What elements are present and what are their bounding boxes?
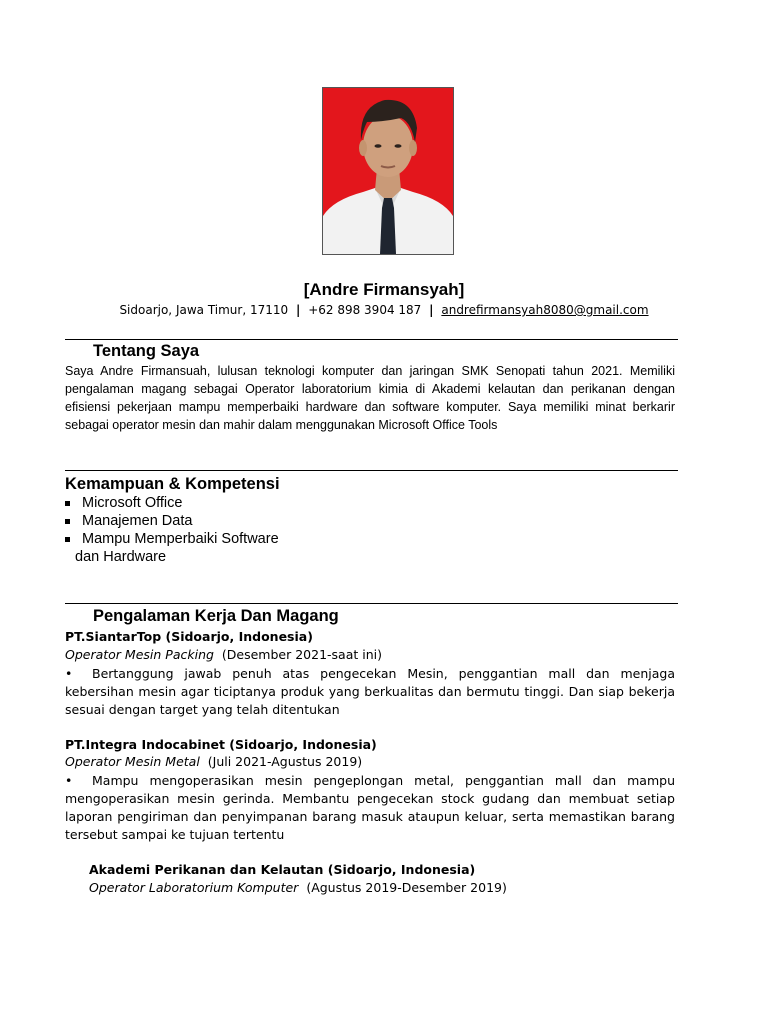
job-role bbox=[65, 754, 362, 769]
job-title: Operator Laboratorium Komputer bbox=[89, 880, 299, 895]
divider bbox=[65, 603, 678, 604]
skills-heading: Kemampuan & Kompetensi bbox=[65, 475, 280, 493]
about-text: Saya Andre Firmansuah, lulusan teknologi komputer dan jaringan SMK Senopati tahun 2021. Memiliki pengalaman magang sebagai Operator laboratorium kimia di Akademi kelautan dan perikanan dengan efisiensi pekerjaan mampu memperbaiki hardware dan software komputer. Saya memiliki minat berkarir sebagai operator mesin dan mahir dalam menggunakan Microsoft Office Tools bbox=[65, 364, 675, 432]
contact-line bbox=[0, 303, 768, 317]
person-portrait-icon bbox=[323, 88, 453, 254]
job-period: (Desember 2021-saat ini) bbox=[221, 647, 382, 662]
bullet: • bbox=[65, 666, 73, 681]
about-heading: Tentang Saya bbox=[93, 342, 200, 360]
job-title: Operator Mesin Packing bbox=[65, 647, 214, 662]
job-company: Akademi Perikanan dan Kelautan (Sidoarjo, Indonesia) bbox=[89, 862, 476, 877]
job-description: • Bertanggung jawab penuh atas pengecekan Mesin, penggantian mall dan menjaga kebersihan mesin agar ticiptanya produk yang berkualitas dan bermutu tinggi. Dan siap bekerja sesuai dengan target yang telah ditentukan bbox=[65, 666, 675, 717]
job-role bbox=[65, 647, 382, 662]
experience-heading: Pengalaman Kerja Dan Magang bbox=[93, 607, 339, 625]
divider bbox=[65, 339, 678, 340]
location-text: Sidoarjo, Jawa Timur, 17110 bbox=[119, 303, 289, 317]
separator: | bbox=[295, 303, 301, 317]
job-period: (Agustus 2019-Desember 2019) bbox=[306, 880, 507, 895]
job-description: • Mampu mengoperasikan mesin pengeplongan metal, penggantian mall dan mampu mengoperasikan mesin gerinda. Membantu pengecekan stock gudang dan membuat setiap laporan pengiriman dan penyimpanan barang masuk ataupun keluar, serta memastikan barang tersebut sampai ke tujuan tertentu bbox=[65, 773, 675, 842]
skill-item-continuation: dan Hardware bbox=[75, 549, 167, 565]
job-company: PT.SiantarTop (Sidoarjo, Indonesia) bbox=[65, 629, 313, 644]
bullet: • bbox=[65, 773, 73, 788]
skill-item: Manajemen Data bbox=[65, 512, 279, 530]
profile-photo bbox=[322, 87, 454, 255]
job-period: (Juli 2021-Agustus 2019) bbox=[207, 754, 363, 769]
job-role bbox=[89, 880, 507, 895]
skill-item: Microsoft Office bbox=[65, 494, 279, 512]
skill-item: Mampu Memperbaiki Software bbox=[65, 530, 279, 548]
candidate-name: [Andre Firmansyah] bbox=[303, 280, 465, 299]
divider bbox=[65, 470, 678, 471]
skills-list bbox=[65, 494, 279, 566]
job-title: Operator Mesin Metal bbox=[65, 754, 200, 769]
phone-text: +62 898 3904 187 bbox=[308, 303, 422, 317]
separator: | bbox=[429, 303, 434, 317]
email-link[interactable]: andrefirmansyah8080@gmail.com bbox=[441, 303, 649, 317]
job-company: PT.Integra Indocabinet (Sidoarjo, Indonesia) bbox=[65, 737, 377, 752]
